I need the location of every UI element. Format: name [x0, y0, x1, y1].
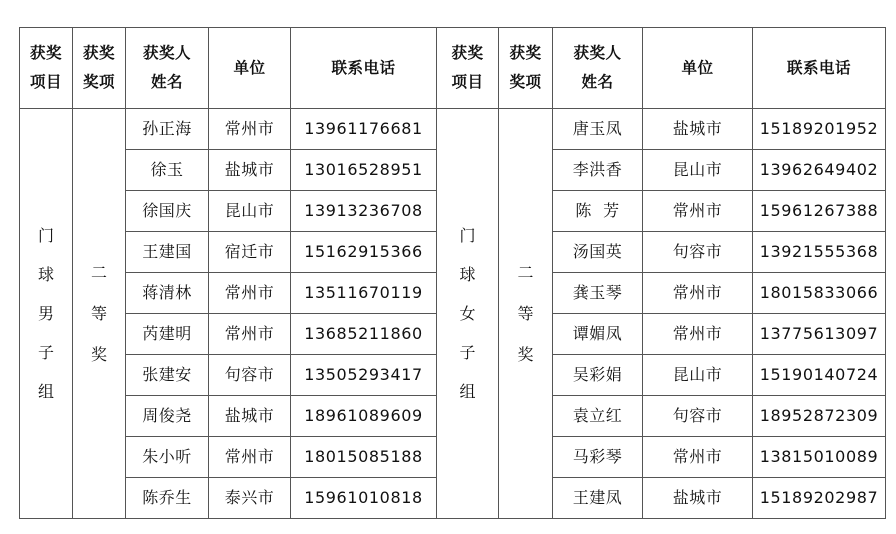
- name-cell: 周俊尧: [126, 396, 209, 437]
- unit-cell: 常州市: [209, 273, 291, 314]
- project-cell-right: 门 球 女 子 组: [437, 109, 499, 519]
- unit-cell: 常州市: [643, 273, 753, 314]
- unit-cell: 宿迁市: [209, 232, 291, 273]
- phone-cell: 18015833066: [753, 273, 886, 314]
- table-row: [20, 109, 886, 150]
- phone-cell: 13913236708: [291, 191, 437, 232]
- name-cell: 谭媚凤: [553, 314, 643, 355]
- unit-cell: 盐城市: [209, 396, 291, 437]
- phone-cell: 15162915366: [291, 232, 437, 273]
- name-cell: 朱小听: [126, 437, 209, 478]
- phone-cell: 13775613097: [753, 314, 886, 355]
- phone-cell: 15190140724: [753, 355, 886, 396]
- phone-cell: 13921555368: [753, 232, 886, 273]
- unit-cell: 常州市: [209, 437, 291, 478]
- phone-cell: 13685211860: [291, 314, 437, 355]
- award-cell-right: 二 等 奖: [499, 109, 553, 519]
- phone-cell: 18015085188: [291, 437, 437, 478]
- phone-cell: 15189202987: [753, 478, 886, 519]
- phone-cell: 13016528951: [291, 150, 437, 191]
- header-name-left: 获奖人 姓名: [126, 28, 209, 109]
- header-name-right: 获奖人 姓名: [553, 28, 643, 109]
- phone-cell: 13511670119: [291, 273, 437, 314]
- header-project-right: 获奖 项目: [437, 28, 499, 109]
- award-winners-table: [19, 27, 886, 519]
- name-cell: 马彩琴: [553, 437, 643, 478]
- name-cell: 龚玉琴: [553, 273, 643, 314]
- header-unit-left: 单位: [209, 28, 291, 109]
- phone-cell: 13505293417: [291, 355, 437, 396]
- name-cell: 孙正海: [126, 109, 209, 150]
- unit-cell: 句容市: [209, 355, 291, 396]
- unit-cell: 常州市: [643, 191, 753, 232]
- phone-cell: 18961089609: [291, 396, 437, 437]
- name-cell: 芮建明: [126, 314, 209, 355]
- phone-cell: 15961010818: [291, 478, 437, 519]
- name-cell: 李洪香: [553, 150, 643, 191]
- name-cell: 汤国英: [553, 232, 643, 273]
- header-phone-left: 联系电话: [291, 28, 437, 109]
- phone-cell: 15189201952: [753, 109, 886, 150]
- unit-cell: 句容市: [643, 396, 753, 437]
- header-unit-right: 单位: [643, 28, 753, 109]
- award-cell-left: 二 等 奖: [73, 109, 126, 519]
- project-cell-left: 门 球 男 子 组: [20, 109, 73, 519]
- header-project-left: 获奖 项目: [20, 28, 73, 109]
- unit-cell: 盐城市: [643, 109, 753, 150]
- unit-cell: 泰兴市: [209, 478, 291, 519]
- phone-cell: 13962649402: [753, 150, 886, 191]
- name-cell: 陈乔生: [126, 478, 209, 519]
- unit-cell: 常州市: [643, 437, 753, 478]
- unit-cell: 昆山市: [209, 191, 291, 232]
- name-cell: 徐国庆: [126, 191, 209, 232]
- name-cell: 唐玉凤: [553, 109, 643, 150]
- name-cell: 蒋清林: [126, 273, 209, 314]
- phone-cell: 13815010089: [753, 437, 886, 478]
- phone-cell: 18952872309: [753, 396, 886, 437]
- unit-cell: 常州市: [643, 314, 753, 355]
- phone-cell: 15961267388: [753, 191, 886, 232]
- unit-cell: 昆山市: [643, 355, 753, 396]
- unit-cell: 盐城市: [209, 150, 291, 191]
- name-cell: 吴彩娟: [553, 355, 643, 396]
- unit-cell: 盐城市: [643, 478, 753, 519]
- unit-cell: 昆山市: [643, 150, 753, 191]
- name-cell: 袁立红: [553, 396, 643, 437]
- unit-cell: 常州市: [209, 109, 291, 150]
- header-phone-right: 联系电话: [753, 28, 886, 109]
- header-row: [20, 28, 886, 109]
- name-cell: 徐玉: [126, 150, 209, 191]
- unit-cell: 常州市: [209, 314, 291, 355]
- phone-cell: 13961176681: [291, 109, 437, 150]
- unit-cell: 句容市: [643, 232, 753, 273]
- name-cell: 王建凤: [553, 478, 643, 519]
- name-cell: 王建国: [126, 232, 209, 273]
- name-cell: 陈 芳: [553, 191, 643, 232]
- name-cell: 张建安: [126, 355, 209, 396]
- header-award-left: 获奖 奖项: [73, 28, 126, 109]
- header-award-right: 获奖 奖项: [499, 28, 553, 109]
